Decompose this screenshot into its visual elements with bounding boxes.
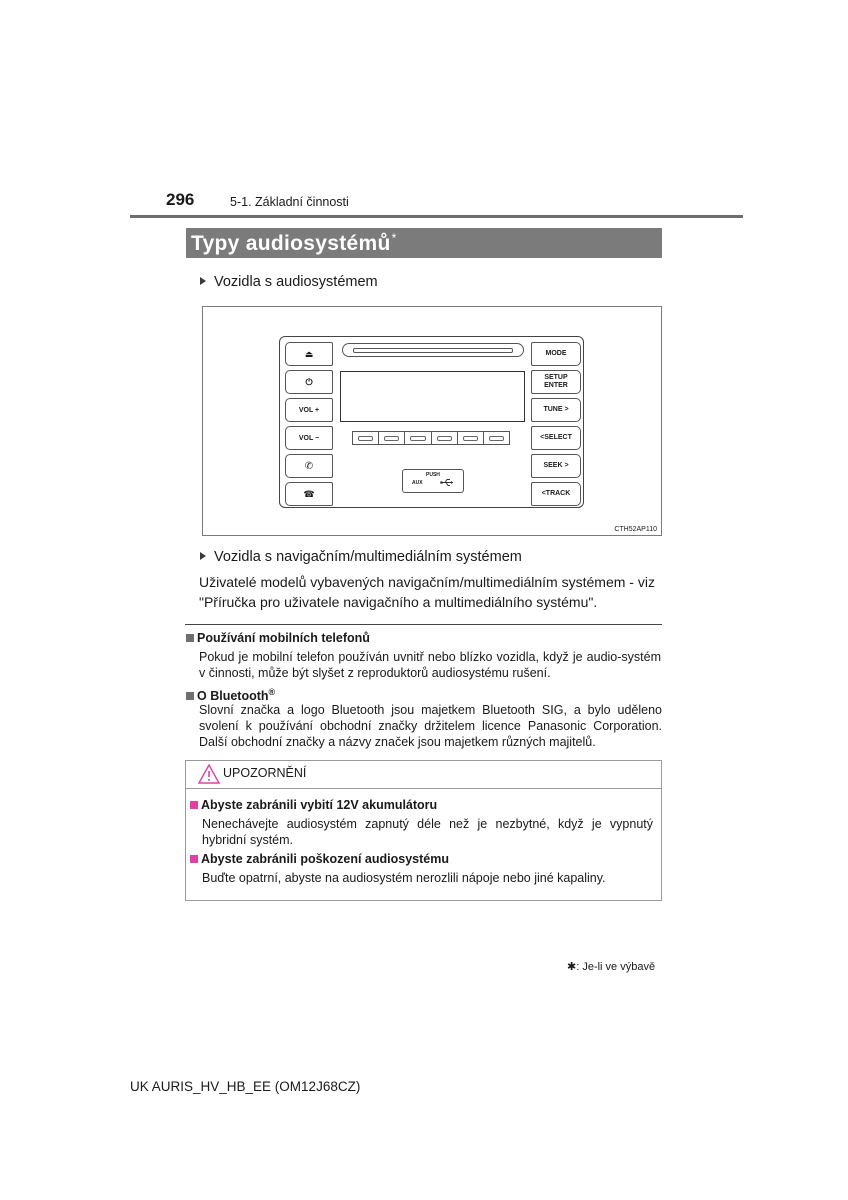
figure-code: CTH52AP110: [614, 526, 657, 533]
aux-push-label: PUSH: [426, 472, 440, 478]
audio-unit-figure: [202, 306, 662, 536]
vol-down-label: VOL −: [298, 434, 320, 442]
mode-label: MODE: [545, 350, 567, 357]
warning-label: UPOZORNĚNÍ: [223, 766, 307, 780]
mobile-heading: [186, 630, 370, 646]
square-bullet-icon: [186, 634, 194, 642]
subheading-audio: [200, 274, 378, 290]
warning-triangle-icon: [198, 764, 220, 784]
title-bar: [186, 228, 662, 258]
bluetooth-paragraph: Slovní značka a logo Bluetooth jsou majetkem Bluetooth SIG, a bylo uděleno svolení k používání obchodní značky držitelem licence Panasonic Corporation. Další obchodní značky a názvy značek jsou majetkem různých majitelů.: [199, 703, 662, 749]
select-label: <SELECT: [540, 434, 572, 441]
eject-icon: ⏏: [304, 348, 314, 359]
warning-item-damage-heading: [190, 851, 449, 867]
mobile-paragraph: Pokud je mobilní telefon používán uvnitř nebo blízko vozidla, když je audio-systém v činnosti, může být slyšet z reproduktorů audiosystému rušení.: [199, 650, 661, 680]
warning-box: [185, 760, 662, 901]
select-button: [531, 426, 581, 450]
vol-down-button: [285, 426, 333, 450]
seek-button: [531, 454, 581, 478]
header-divider: [130, 215, 743, 218]
pink-bullet-icon: [190, 801, 198, 809]
display-screen: [340, 371, 525, 422]
warning-item-battery-heading-text: Abyste zabránili vybití 12V akumulátoru: [201, 798, 438, 812]
footer-code: UK AURIS_HV_HB_EE (OM12J68CZ): [130, 1079, 361, 1094]
tune-button: [531, 398, 581, 422]
audio-unit-panel: [279, 336, 584, 508]
preset-buttons: [352, 431, 510, 445]
warning-item-damage-text: Buďte opatrní, abyste na audiosystém nerozlili nápoje nebo jiné kapaliny.: [202, 871, 606, 885]
phone-hangup-icon: ☎: [303, 488, 315, 499]
vol-up-button: [285, 398, 333, 422]
page-title-text: Typy audiosystémů: [191, 232, 391, 255]
page-title: [191, 231, 397, 256]
warning-item-battery-text: Nenechávejte audiosystém zapnutý déle než je nezbytné, když je vypnutý hybridní systém.: [202, 817, 653, 847]
setup-enter-button: [531, 370, 581, 394]
cd-slot: [342, 343, 524, 357]
phone-pickup-button: [285, 454, 333, 478]
setup-enter-label: SETUP ENTER: [544, 374, 568, 389]
vol-up-label: VOL +: [298, 406, 320, 414]
seek-label: SEEK >: [543, 462, 569, 469]
section-title: 5-1. Základní činnosti: [230, 195, 349, 209]
navigation-paragraph: Uživatelé modelů vybavených navigačním/multimediálním systémem - viz "Příručka pro uživatele navigačního a multimediálního systému".: [199, 574, 655, 610]
bluetooth-heading-text: O Bluetooth: [197, 689, 269, 704]
phone-hangup-button: [285, 482, 333, 506]
mode-button: [531, 342, 581, 366]
aux-label: AUX: [412, 480, 423, 486]
square-bullet-icon: [186, 692, 194, 700]
subheading-navigation-text: Vozidla s navigačním/multimediálním systémem: [214, 549, 522, 565]
track-label: <TRACK: [541, 490, 571, 497]
registered-mark: ®: [268, 687, 276, 697]
aux-usb-port: [402, 469, 464, 493]
tune-label: TUNE >: [543, 406, 569, 413]
usb-icon: [440, 478, 454, 487]
warning-item-battery-heading: [190, 797, 437, 813]
power-icon: ⏻: [305, 376, 313, 387]
info-divider: [185, 624, 662, 625]
eject-button: [285, 342, 333, 366]
title-asterisk: *: [391, 231, 397, 245]
warning-item-damage-heading-text: Abyste zabránili poškození audiosystému: [201, 852, 449, 866]
track-button: [531, 482, 581, 506]
phone-pickup-icon: ✆: [304, 460, 314, 472]
page-number: 296: [166, 190, 195, 209]
subheading-audio-text: Vozidla s audiosystémem: [214, 274, 378, 290]
mobile-heading-text: Používání mobilních telefonů: [197, 631, 370, 645]
arrow-right-icon: [200, 552, 206, 560]
power-button: [285, 370, 333, 394]
footnote: ✱: Je-li ve výbavě: [567, 961, 656, 973]
pink-bullet-icon: [190, 855, 198, 863]
subheading-navigation: [200, 549, 522, 565]
warning-header-divider: [186, 788, 661, 789]
arrow-right-icon: [200, 277, 206, 285]
